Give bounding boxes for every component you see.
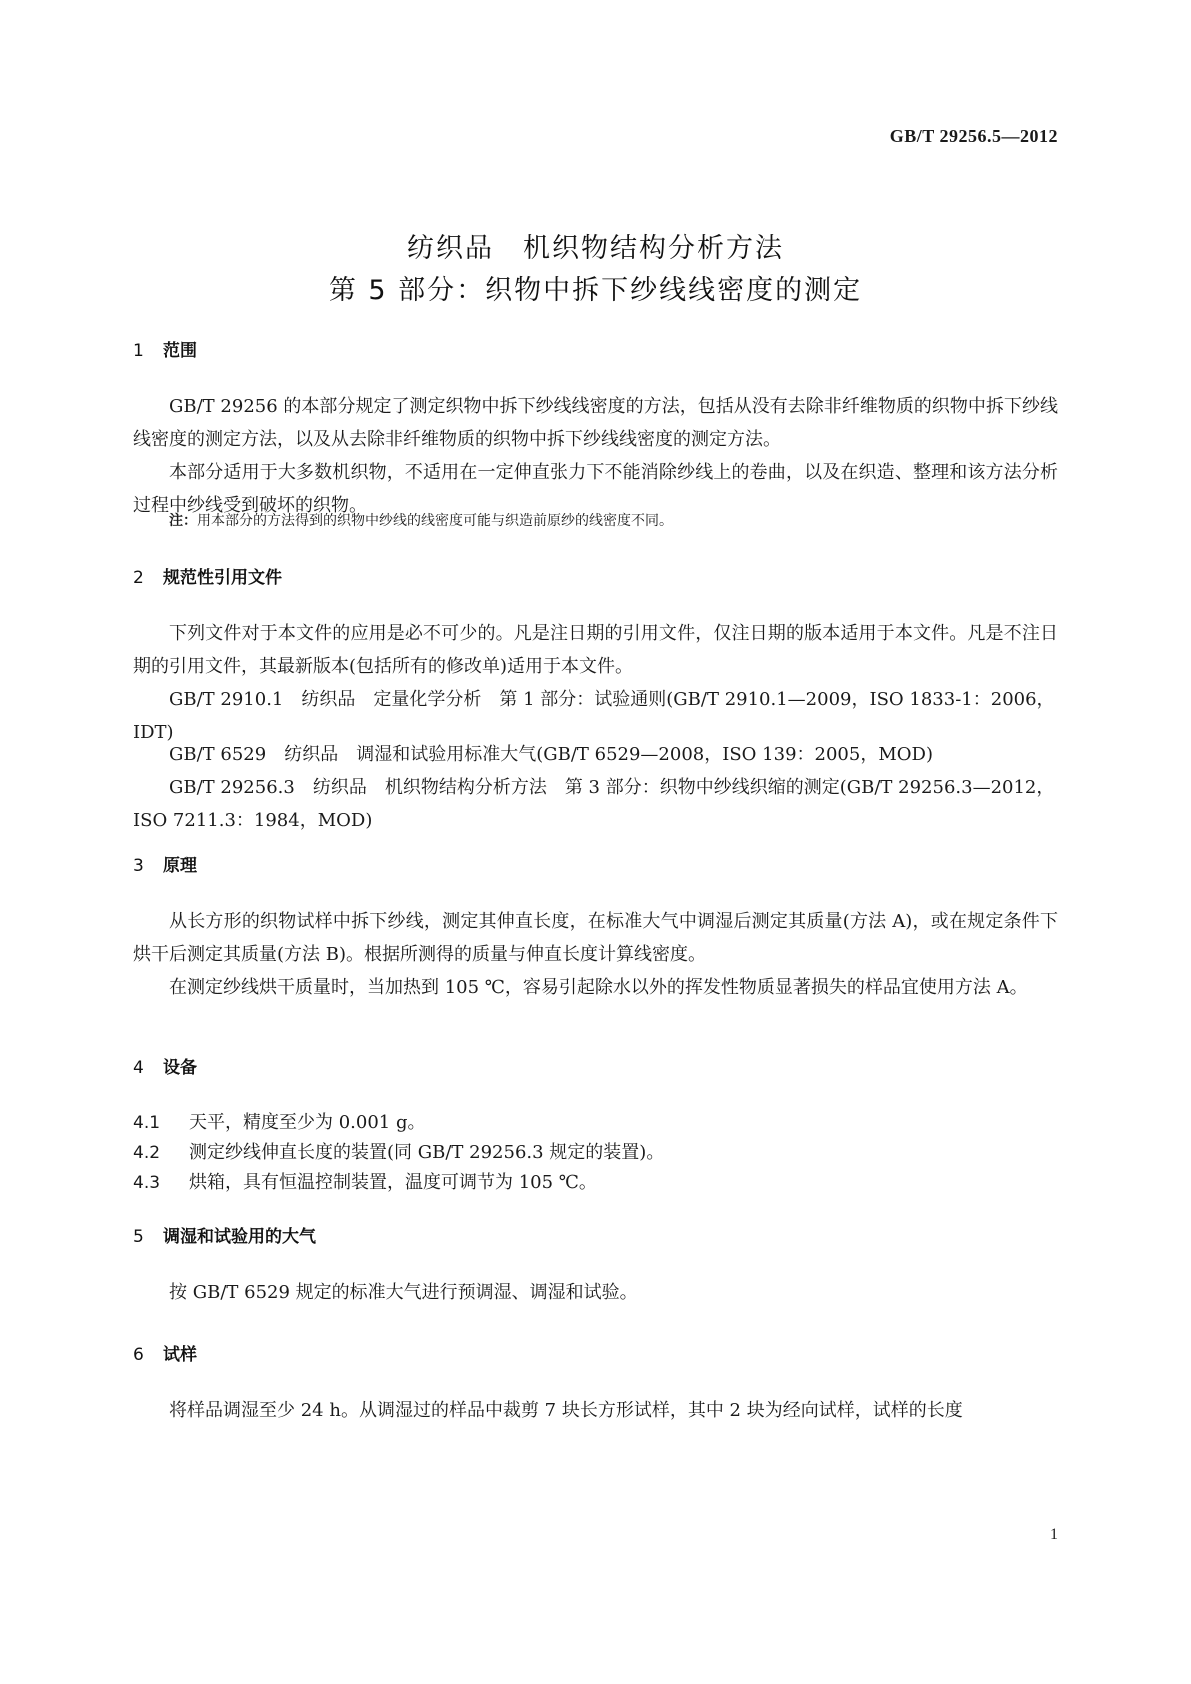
- section-1-paragraph-2: 本部分适用于大多数机织物，不适用在一定伸直张力下不能消除纱线上的卷曲，以及在织造、整理和该方法分析过程中纱线受到破坏的织物。: [133, 462, 1058, 516]
- section-1-paragraph-1: GB/T 29256 的本部分规定了测定织物中拆下纱线线密度的方法，包括从没有去除非纤维物质的织物中拆下纱线线密度的测定方法，以及从去除非纤维物质的织物中拆下纱线线密度的测定方法。: [133, 396, 1058, 450]
- page-number: 1: [1050, 1526, 1058, 1543]
- section-5-paragraph-1: 按 GB/T 6529 规定的标准大气进行预调湿、调湿和试验。: [169, 1282, 638, 1303]
- item-number: 4.3: [133, 1173, 161, 1193]
- section-4-heading: [133, 1053, 197, 1078]
- section-number: 3: [133, 856, 144, 876]
- section-6-heading: [133, 1340, 197, 1365]
- note-text: 用本部分的方法得到的织物中纱线的线密度可能与织造前原纱的线密度不同。: [197, 513, 673, 529]
- section-1-heading: [133, 336, 197, 361]
- doc-title-line1: 纺织品 机织物结构分析方法: [407, 233, 784, 264]
- section-number: 2: [133, 568, 144, 588]
- section-3-heading: [133, 851, 197, 876]
- section-title: 设备: [163, 1058, 197, 1078]
- reference-gbt-2910-1: GB/T 2910.1 纺织品 定量化学分析 第 1 部分：试验通则(GB/T 2910.1—2009，ISO 1833-1：2006，IDT): [133, 689, 1055, 743]
- section-number: 5: [133, 1227, 144, 1247]
- section-number: 4: [133, 1058, 144, 1078]
- section-3-paragraph-2: 在测定纱线烘干质量时，当加热到 105 ℃，容易引起除水以外的挥发性物质显著损失的样品宜使用方法 A。: [169, 977, 1028, 998]
- section-2-heading: [133, 563, 282, 588]
- section-2-paragraph-1: 下列文件对于本文件的应用是必不可少的。凡是注日期的引用文件，仅注日期的版本适用于本文件。凡是不注日期的引用文件，其最新版本(包括所有的修改单)适用于本文件。: [133, 623, 1058, 677]
- reference-gbt-29256-3: GB/T 29256.3 纺织品 机织物结构分析方法 第 3 部分：织物中纱线织缩的测定(GB/T 29256.3—2012，ISO 7211.3：1984，MOD): [133, 777, 1055, 831]
- item-text: 测定纱线伸直长度的装置(同 GB/T 29256.3 规定的装置)。: [189, 1142, 665, 1163]
- section-title: 试样: [163, 1345, 197, 1365]
- item-number: 4.1: [133, 1113, 161, 1133]
- equipment-item: [133, 1168, 1058, 1198]
- reference-gbt-6529: GB/T 6529 纺织品 调湿和试验用标准大气(GB/T 6529—2008，ISO 139：2005，MOD): [169, 744, 933, 765]
- item-text: 烘箱，具有恒温控制装置，温度可调节为 105 ℃。: [189, 1172, 597, 1193]
- section-title: 范围: [163, 341, 197, 361]
- equipment-item: [133, 1108, 1058, 1138]
- section-title: 原理: [163, 856, 197, 876]
- section-1-note: [169, 510, 1059, 532]
- item-text: 天平，精度至少为 0.001 g。: [189, 1112, 426, 1133]
- section-5-heading: [133, 1222, 316, 1247]
- note-label: 注：: [169, 513, 197, 529]
- section-number: 6: [133, 1345, 144, 1365]
- section-title: 规范性引用文件: [163, 568, 282, 588]
- standard-code: GB/T 29256.5—2012: [889, 126, 1058, 146]
- doc-title-line2: 第 5 部分：织物中拆下纱线线密度的测定: [328, 275, 863, 306]
- section-6-paragraph-1: 将样品调湿至少 24 h。从调湿过的样品中裁剪 7 块长方形试样，其中 2 块为经向试样，试样的长度: [169, 1400, 963, 1421]
- equipment-item: [133, 1138, 1058, 1168]
- section-3-paragraph-1: 从长方形的织物试样中拆下纱线，测定其伸直长度，在标准大气中调湿后测定其质量(方法 A)，或在规定条件下烘干后测定其质量(方法 B)。根据所测得的质量与伸直长度计算线密度。: [133, 911, 1058, 965]
- section-number: 1: [133, 341, 144, 361]
- section-title: 调湿和试验用的大气: [163, 1227, 316, 1247]
- item-number: 4.2: [133, 1143, 161, 1163]
